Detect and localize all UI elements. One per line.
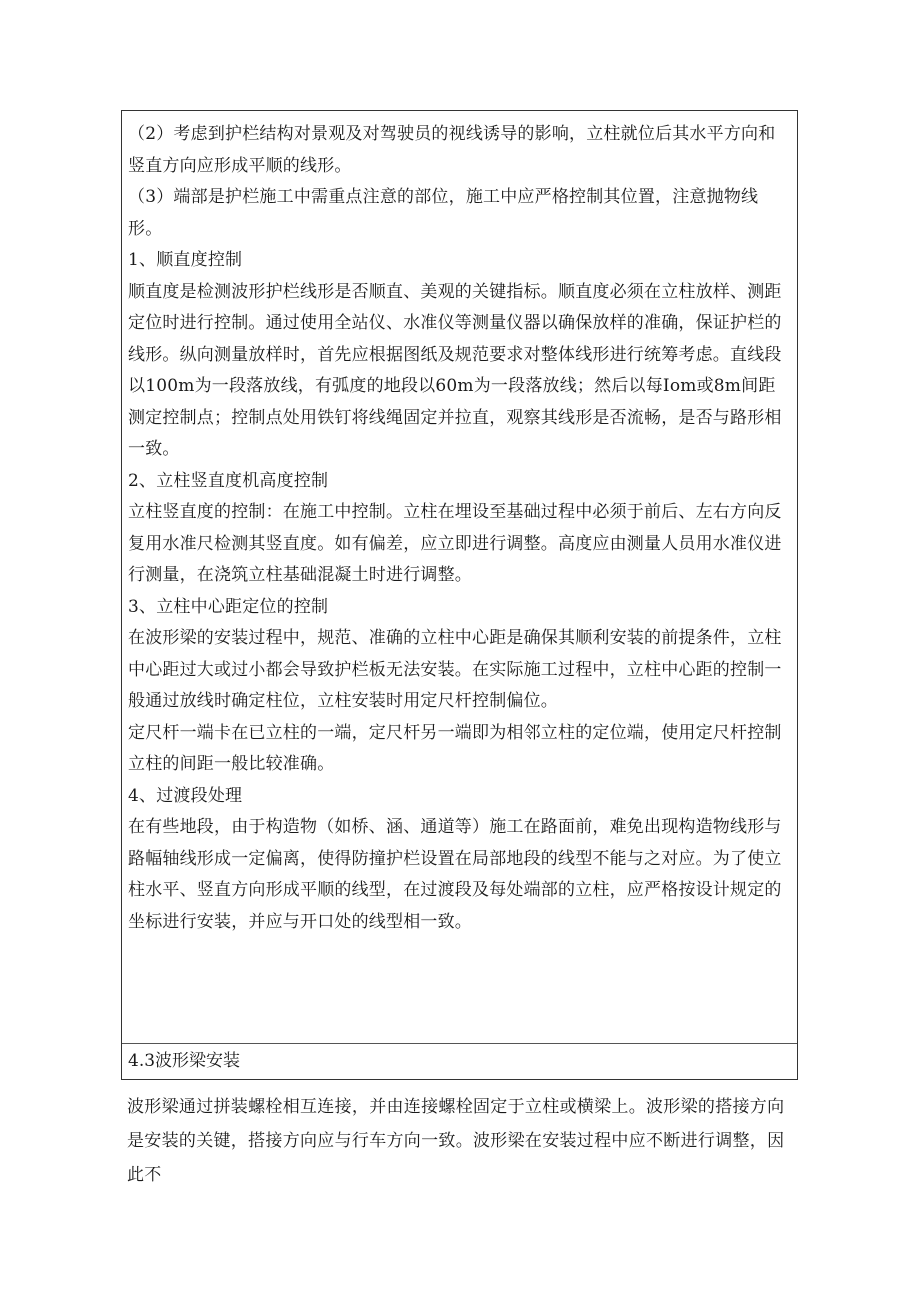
content-table-cell	[121, 110, 798, 1080]
paragraph-guardrail-alignment: （2）考虑到护栏结构对景观及对驾驶员的视线诱导的影响，立柱就位后其水平方向和竖直方向应形成平顺的线形。	[128, 124, 776, 176]
body-paragraph	[127, 1090, 799, 1192]
heading-straightness-control: 1、顺直度控制	[128, 250, 243, 270]
paragraph-end-section: （3）端部是护栏施工中需重点注意的部位，施工中应严格控制其位置，注意抛物线形。	[128, 187, 759, 239]
paragraph-transition: 在有些地段，由于构造物（如桥、涵、通道等）施工在路面前，难免出现构造物线形与路幅轴线形成一定偏离，使得防撞护栏设置在局部地段的线型不能与之对应。为了使立柱水平、竖直方向形成平顺的线型，在过渡段及每处端部的立柱，应严格按设计规定的坐标进行安装，并应与开口处的线型相一致。	[128, 817, 782, 932]
paragraph-verticality: 立柱竖直度的控制：在施工中控制。立柱在埋设至基础过程中必须于前后、左右方向反复用水准尺检测其竖直度。如有偏差，应立即进行调整。高度应由测量人员用水准仪进行测量，在浇筑立柱基础混凝土时进行调整。	[128, 502, 782, 585]
heading-verticality-height: 2、立柱竖直度机高度控制	[128, 470, 329, 491]
section-heading-wave-beam-install: 4.3波形梁安装	[122, 1043, 797, 1079]
paragraph-straightness: 顺直度是检测波形护栏线形是否顺直、美观的关键指标。顺直度必须在立柱放样、测距定位时进行控制。通过使用全站仪、水准仪等测量仪器以确保放样的准确，保证护栏的线形。纵向测量放样时，首先应根据图纸及规范要求对整体线形进行统筹考虑。直线段以100m为一段落放线，有弧度的地段以60m为一段落放线；然后以每Iom或8m间距测定控制点；控制点处用铁钉将线绳固定并拉直，观察其线形是否流畅，是否与路形相一致。	[128, 281, 782, 459]
heading-transition-section: 4、过渡段处理	[128, 785, 243, 806]
paragraph-center-distance: 在波形梁的安装过程中，规范、准确的立柱中心距是确保其顺利安装的前提条件，立柱中心距过大或过小都会导致护栏板无法安装。在实际施工过程中，立柱中心距的控制一般通过放线时确定柱位，立柱安装时用定尺杆控制偏位。	[128, 628, 782, 711]
paragraph-wave-beam: 波形梁通过拼装螺栓相互连接，并由连接螺栓固定于立柱或横梁上。波形梁的搭接方向是安装的关键，搭接方向应与行车方向一致。波形梁在安装过程中应不断进行调整，因此不	[127, 1097, 785, 1185]
heading-center-distance: 3、立柱中心距定位的控制	[128, 596, 329, 617]
paragraph-measuring-rod: 定尺杆一端卡在已立柱的一端，定尺杆另一端即为相邻立柱的定位端，使用定尺杆控制立柱的间距一般比较准确。	[128, 722, 782, 774]
